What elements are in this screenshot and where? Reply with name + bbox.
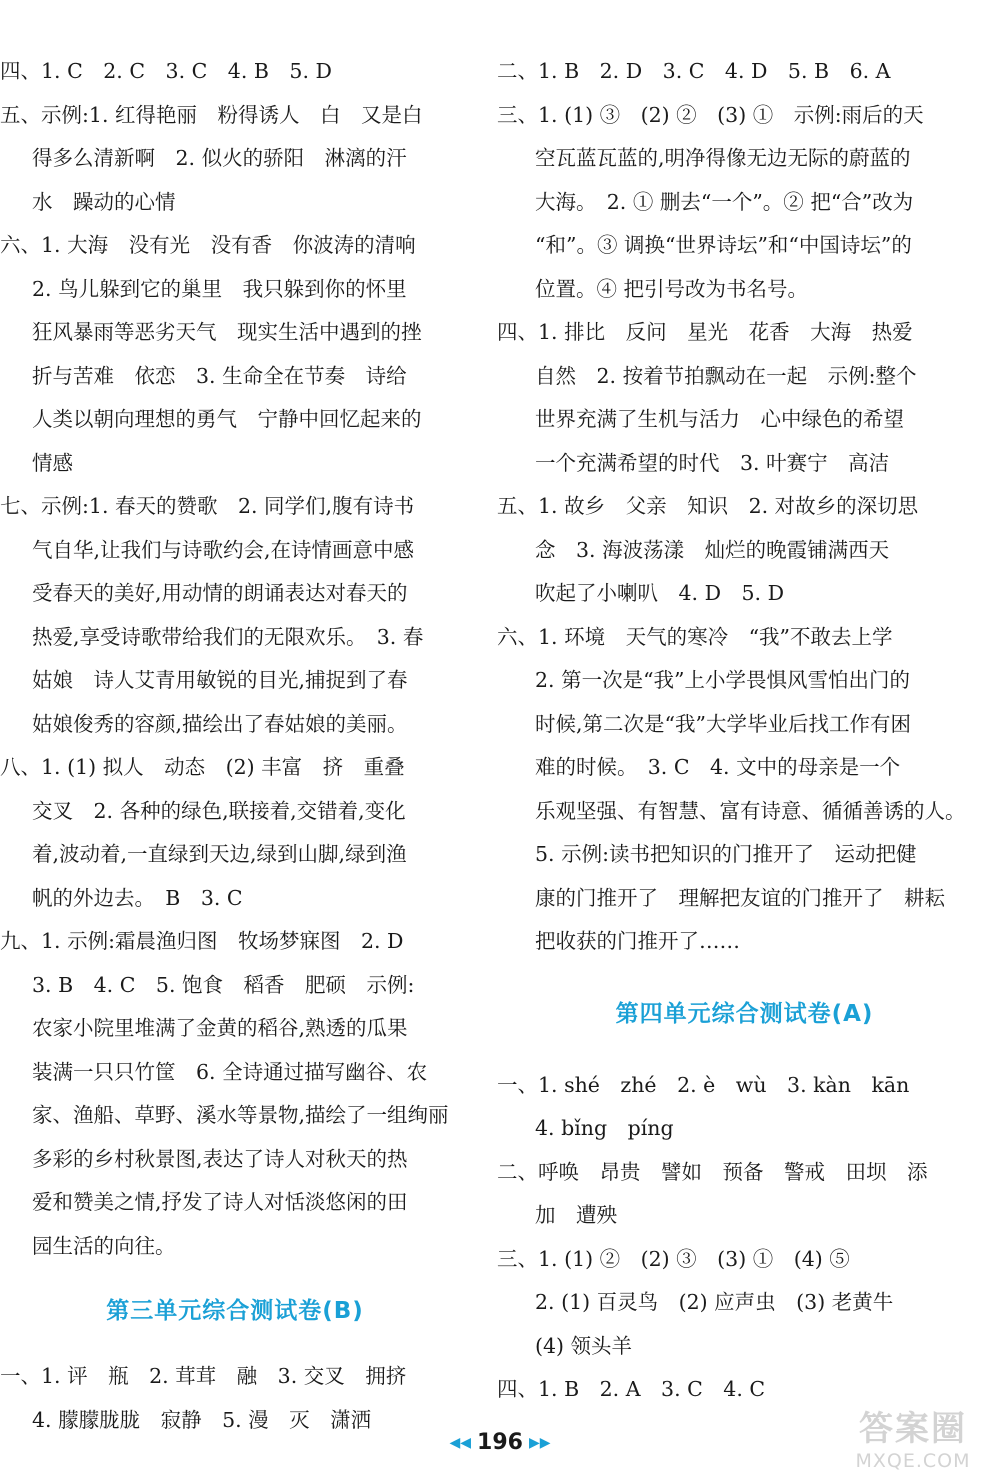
- answer-line: 2. 第一次是“我”上小学畏惧风雪怕出门的: [535, 668, 911, 692]
- answer-line: 一、1. shé zhé 2. è wù 3. kàn kān: [497, 1072, 910, 1097]
- answer-line: 一个充满希望的时代 3. 叶赛宁 高洁: [535, 450, 890, 475]
- answer-line: 大海。 2. ① 删去“一个”。② 把“合”改为: [535, 189, 914, 214]
- answer-line: 人类以朝向理想的勇气 宁静中回忆起来的: [32, 407, 422, 431]
- page-number: 196: [477, 1430, 523, 1455]
- answer-line: 位置。④ 把引号改为书名号。: [535, 276, 809, 301]
- answer-line: 空瓦蓝瓦蓝的,明净得像无边无际的蔚蓝的: [535, 146, 911, 170]
- answer-line: 四、1. C 2. C 3. C 4. B 5. D: [0, 59, 332, 83]
- answer-line: 4. 朦朦胧胧 寂静 5. 漫 灭 潇洒: [32, 1407, 372, 1432]
- section-heading-unit3-b: 第三单元综合测试卷(B): [106, 1298, 364, 1324]
- answer-line: 九、1. 示例:霜晨渔归图 牧场梦寐图 2. D: [0, 929, 404, 953]
- answer-line: (4) 领头羊: [535, 1333, 633, 1358]
- answer-line: 念 3. 海波荡漾 灿烂的晚霞铺满西天: [535, 537, 890, 562]
- answer-line: 2. (1) 百灵鸟 (2) 应声虫 (3) 老黄牛: [535, 1290, 894, 1314]
- answer-line: 交叉 2. 各种的绿色,联接着,交错着,变化: [32, 798, 406, 823]
- answer-line: 受春天的美好,用动情的朗诵表达对春天的: [32, 581, 408, 605]
- answer-line: 八、1. (1) 拟人 动态 (2) 丰富 挤 重叠: [0, 755, 405, 779]
- answer-line: 帆的外边去。 B 3. C: [32, 885, 243, 910]
- answer-line: 姑娘 诗人艾青用敏锐的目光,捕捉到了春: [32, 668, 408, 692]
- answer-line: 世界充满了生机与活力 心中绿色的希望: [535, 407, 904, 431]
- answer-line: 狂风暴雨等恶劣天气 现实生活中遇到的挫: [32, 320, 422, 344]
- answer-line: 折与苦难 依恋 3. 生命全在节奏 诗给: [32, 363, 407, 388]
- answer-line: 五、1. 故乡 父亲 知识 2. 对故乡的深切思: [497, 494, 919, 518]
- watermark-text: 答案圈: [859, 1409, 967, 1449]
- answer-line: 3. B 4. C 5. 饱食 稻香 肥硕 示例:: [32, 972, 415, 997]
- answer-line: 4. bǐng píng: [535, 1116, 674, 1140]
- answer-line: 三、1. (1) ② (2) ③ (3) ① (4) ⑤: [497, 1246, 850, 1271]
- answer-line: 五、示例:1. 红得艳丽 粉得诱人 白 又是白: [0, 102, 423, 127]
- answer-line: 自然 2. 按着节拍飘动在一起 示例:整个: [535, 363, 917, 388]
- answer-line: “和”。③ 调换“世界诗坛”和“中国诗坛”的: [535, 233, 912, 257]
- answer-line: 园生活的向往。: [32, 1233, 176, 1258]
- answer-line: 爱和赞美之情,抒发了诗人对恬淡悠闲的田: [32, 1190, 408, 1214]
- answer-line: 一、1. 评 瓶 2. 茸茸 融 3. 交叉 拥挤: [0, 1364, 407, 1388]
- answer-line: 把收获的门推开了……: [535, 929, 740, 953]
- answer-line: 水 躁动的心情: [32, 189, 176, 214]
- answer-line: 情感: [32, 450, 73, 475]
- answer-line: 得多么清新啊 2. 似火的骄阳 淋漓的汗: [32, 146, 407, 170]
- answer-line: 六、1. 大海 没有光 没有香 你波涛的清响: [0, 233, 416, 257]
- answer-line: 四、1. B 2. A 3. C 4. C: [497, 1377, 766, 1401]
- answer-line: 吹起了小喇叭 4. D 5. D: [535, 581, 785, 605]
- next-arrows-icon: ▶▶: [528, 1435, 551, 1451]
- section-heading-unit4-a: 第四单元综合测试卷(A): [615, 1000, 874, 1027]
- answer-line: 多彩的乡村秋景图,表达了诗人对秋天的热: [32, 1146, 408, 1171]
- watermark-logo: [838, 1408, 988, 1478]
- answer-line: 着,波动着,一直绿到天边,绿到山脚,绿到渔: [32, 842, 407, 866]
- answer-line: 2. 鸟儿躲到它的巢里 我只躲到你的怀里: [32, 276, 407, 301]
- answer-line: 加 遭殃: [535, 1203, 617, 1227]
- answer-line: 二、1. B 2. D 3. C 4. D 5. B 6. A: [497, 59, 891, 83]
- answer-line: 农家小院里堆满了金黄的稻谷,熟透的瓜果: [32, 1016, 408, 1040]
- answer-line: 康的门推开了 理解把友谊的门推开了 耕耘: [535, 885, 945, 910]
- answer-line: 六、1. 环境 天气的寒冷 “我”不敢去上学: [497, 624, 893, 649]
- answer-line: 装满一只只竹筐 6. 全诗通过描写幽谷、农: [32, 1059, 428, 1084]
- prev-arrows-icon: ◀◀: [449, 1435, 472, 1451]
- answer-line: 乐观坚强、有智慧、富有诗意、循循善诱的人。: [535, 798, 966, 823]
- watermark-url: MXQE.COM: [855, 1450, 971, 1472]
- answer-line: 热爱,享受诗歌带给我们的无限欢乐。 3. 春: [32, 624, 424, 649]
- answer-line: 三、1. (1) ③ (2) ② (3) ① 示例:雨后的天: [497, 102, 924, 127]
- answer-line: 姑娘俊秀的容颜,描绘出了春姑娘的美丽。: [32, 711, 408, 736]
- right-column: [497, 50, 992, 1412]
- answer-line: 5. 示例:读书把知识的门推开了 运动把健: [535, 842, 917, 866]
- answer-line: 气自华,让我们与诗歌约会,在诗情画意中感: [32, 537, 415, 562]
- answer-line: 家、渔船、草野、溪水等景物,描绘了一组绚丽: [32, 1103, 449, 1127]
- answer-line: 二、呼唤 昂贵 譬如 预备 警戒 田坝 添: [497, 1159, 928, 1184]
- answer-line: 七、示例:1. 春天的赞歌 2. 同学们,腹有诗书: [0, 494, 415, 518]
- answer-line: 时候,第二次是“我”大学毕业后找工作有困: [535, 711, 911, 736]
- answer-line: 四、1. 排比 反问 星光 花香 大海 热爱: [497, 320, 913, 344]
- left-column: [0, 50, 470, 1442]
- answer-line: 难的时候。 3. C 4. 文中的母亲是一个: [535, 755, 901, 779]
